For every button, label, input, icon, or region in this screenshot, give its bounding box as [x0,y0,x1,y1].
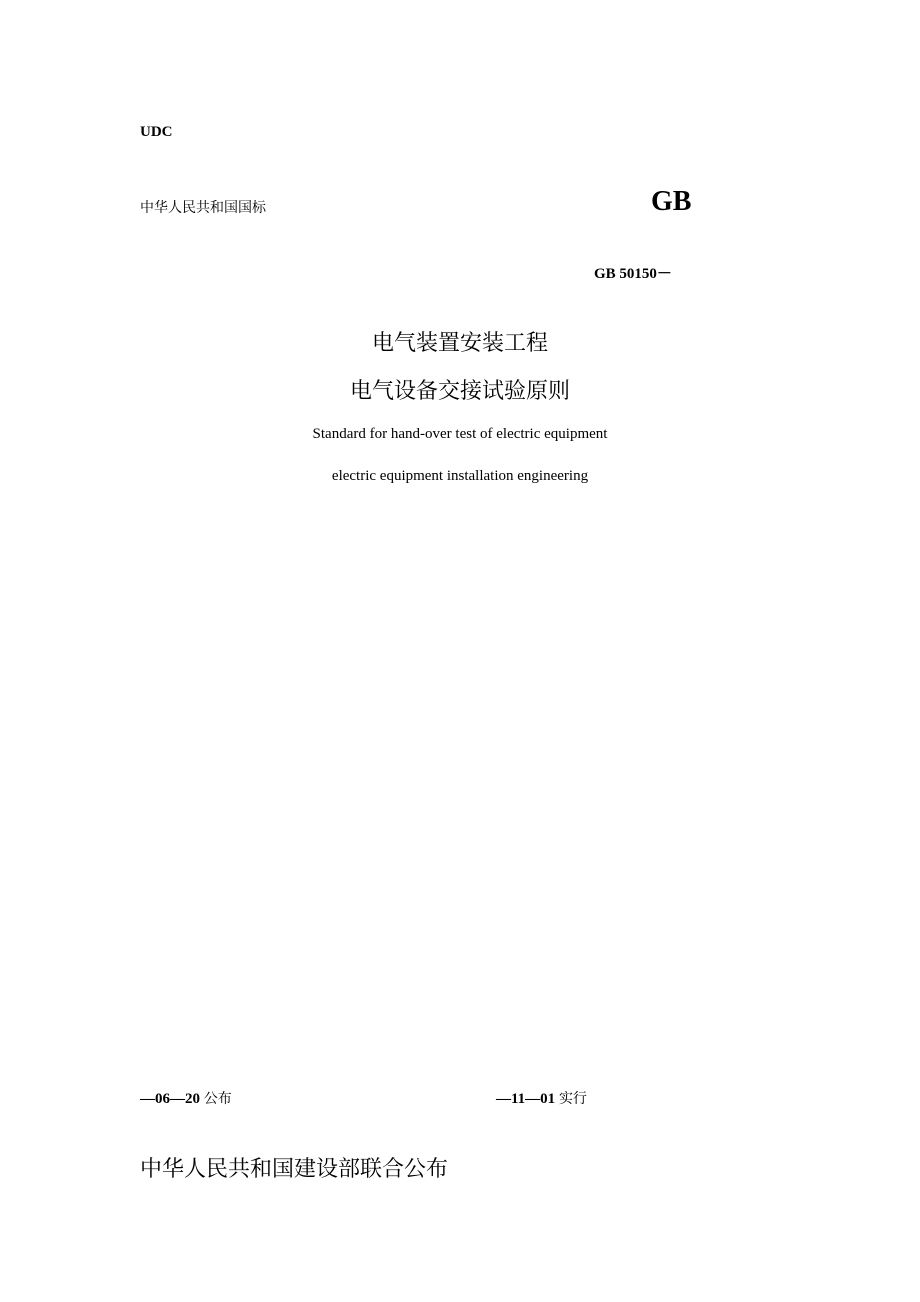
national-standard-label: 中华人民共和国国标 [140,200,266,216]
udc-label: UDC [140,124,173,140]
title-line-1: 电气装置安装工程 [371,331,548,356]
standard-number: GB 50150－ [594,266,672,282]
implementation-date-line [496,1088,587,1108]
issue-date: —06—20 [140,1091,200,1107]
implementation-label: 实行 [558,1091,587,1107]
english-title-line-2: electric equipment installation engineering [331,468,589,484]
publisher: 中华人民共和国建设部联合公布 [140,1157,449,1182]
title-line-2: 电气设备交接试验原则 [349,379,570,404]
implementation-date: —11—01 [496,1091,556,1107]
issue-date-line [140,1088,232,1108]
english-title-line-1: Standard for hand-over test of electric equipment [312,426,608,442]
issue-label: 公布 [203,1091,232,1107]
gb-mark: GB [651,186,692,217]
